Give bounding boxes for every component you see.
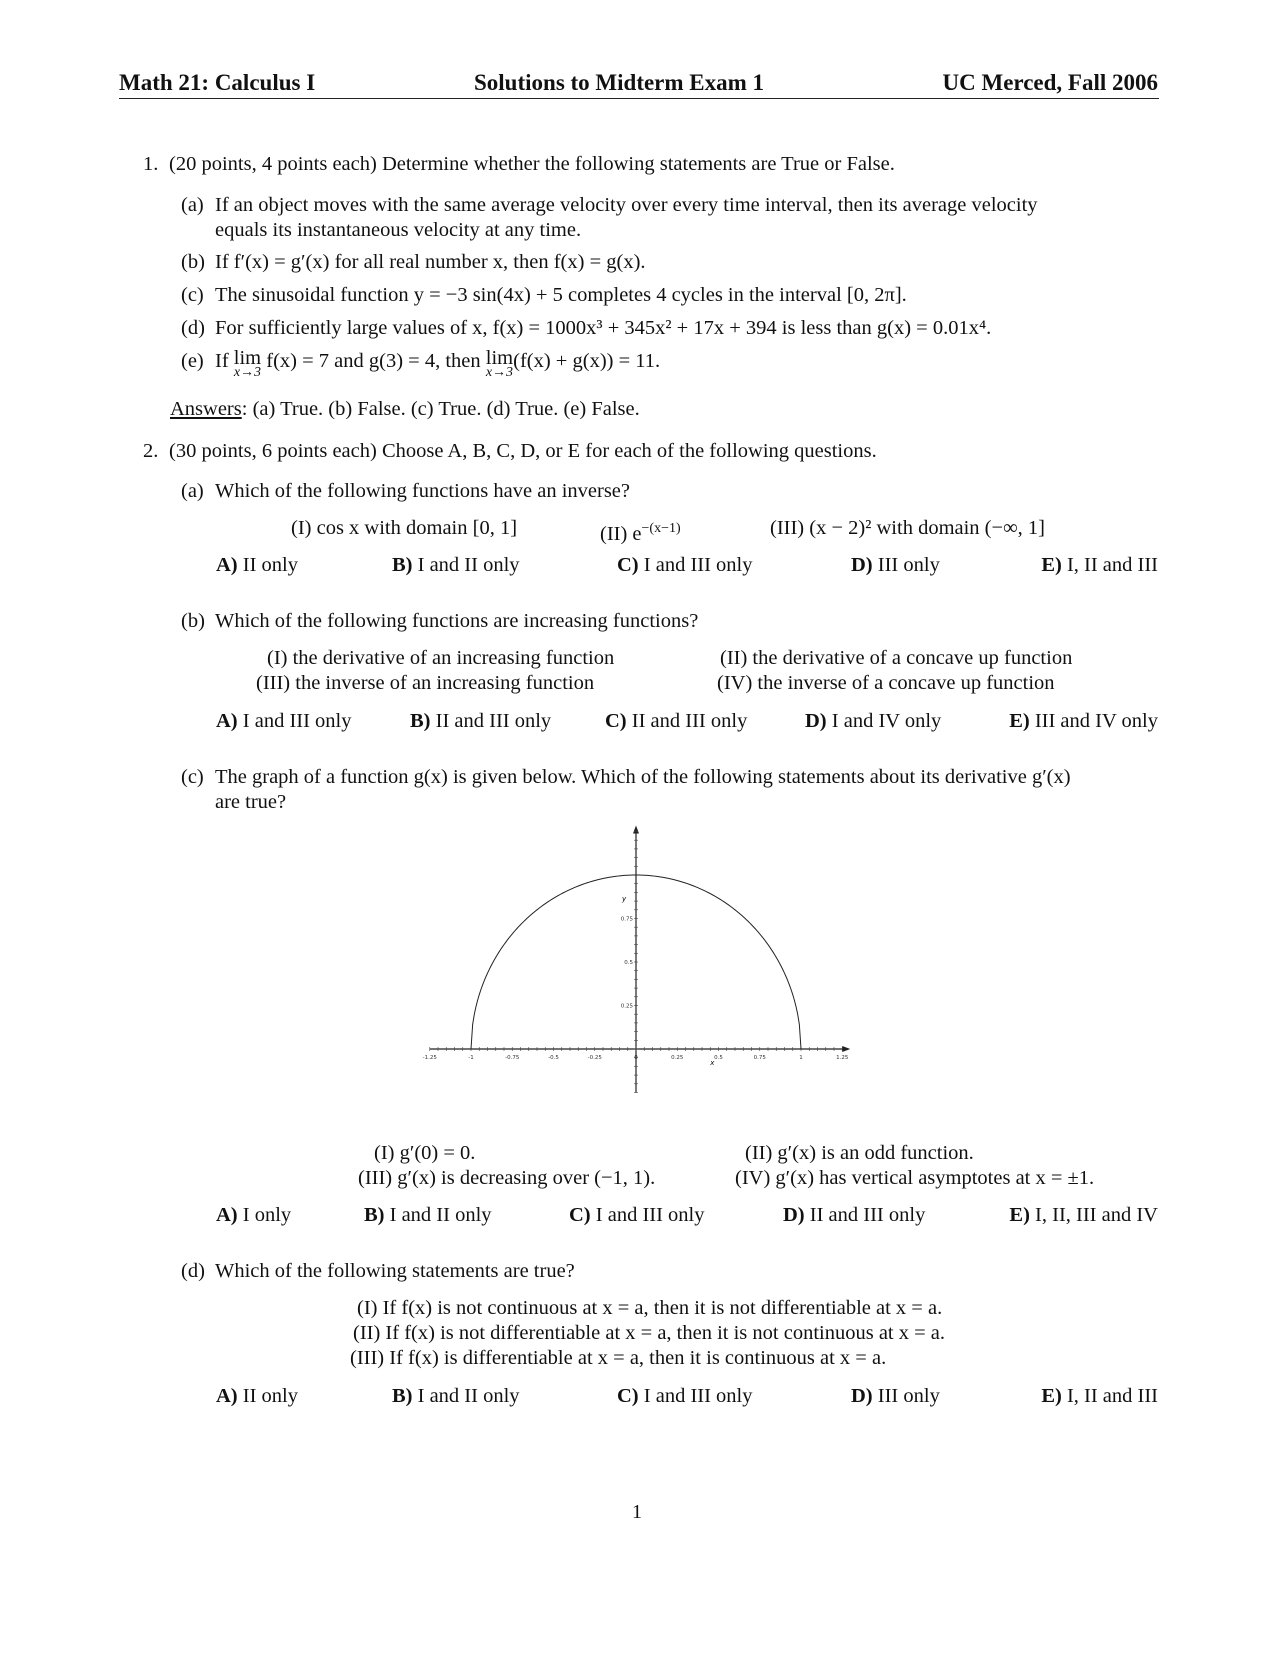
q2d-item-1: (I) If f(x) is not continuous at x = a, then it is not differentiable at x = a.: [357, 1297, 943, 1319]
document-title: Solutions to Midterm Exam 1: [474, 70, 765, 95]
page-number: 1: [632, 1501, 642, 1523]
q2b-label: (b): [181, 610, 205, 632]
graph-axes: [430, 826, 851, 1093]
q2b-item-1: (I) the derivative of an increasing function: [267, 647, 615, 669]
y-tick-label: 0.25: [620, 1003, 633, 1010]
q1a-line1: If an object moves with the same average velocity over every time interval, then its average velocity: [215, 194, 1038, 216]
q2-intro: (30 points, 6 points each) Choose A, B, C, D, or E for each of the following questions.: [169, 440, 877, 462]
q2c-item-2: (II) g′(x) is an odd function.: [745, 1142, 974, 1164]
y-tick-label: 0.75: [620, 916, 633, 923]
q1e-mid: f(x) = 7 and g(3) = 4, then: [266, 350, 481, 372]
answers-text: : (a) True. (b) False. (c) True. (d) True. (e) False.: [241, 398, 640, 420]
x-tick-label: 1.25: [836, 1055, 849, 1061]
q1-number: 1.: [143, 153, 159, 175]
x-tick-label: 0.75: [753, 1055, 766, 1061]
q2d-label: (d): [181, 1260, 205, 1282]
q2a-label: (a): [181, 480, 204, 502]
q2c-choice-a: A) I only: [216, 1204, 292, 1226]
x-tick-label: -0.75: [505, 1055, 520, 1061]
q2b-item-4: (IV) the inverse of a concave up function: [717, 672, 1055, 694]
y-axis-arrow: [633, 826, 639, 834]
q1-answers: [170, 397, 640, 422]
q2a-item-2: (II) $e^{-(x-1)}$: [600, 521, 681, 545]
q2c-item-1: (I) g′(0) = 0.: [374, 1142, 476, 1164]
q2c-choice-c: C) I and III only: [569, 1204, 705, 1226]
x-tick-label: -1.25: [422, 1055, 437, 1061]
q1e-post: (f(x) + g(x)) = 11.: [513, 350, 661, 372]
q1-intro: (20 points, 4 points each) Determine whether the following statements are True or False.: [169, 153, 895, 175]
answers-label: Answers: [170, 398, 242, 420]
q2d-item-2: (II) If f(x) is not differentiable at x = a, then it is not continuous at x = a.: [353, 1322, 946, 1344]
q1b-text: If f′(x) = g′(x) for all real number x, then f(x) = g(x).: [215, 251, 646, 273]
x-tick-label: -0.25: [587, 1055, 602, 1061]
q2d-choice-c: C) I and III only: [617, 1385, 753, 1407]
q2a-item-3: (III) (x − 2)² with domain (−∞, 1]: [770, 517, 1046, 539]
q2c-line2: are true?: [215, 791, 287, 813]
q2d-question: Which of the following statements are true?: [215, 1260, 575, 1282]
q2a-choice-b: B) I and II only: [392, 554, 520, 576]
q1b-label: (b): [181, 251, 205, 273]
q2b-item-3: (III) the inverse of an increasing function: [256, 672, 595, 694]
graph-y-ticks: [621, 917, 634, 1010]
graph-x-label: x: [710, 1059, 715, 1067]
q2c-choice-e: E) I, II, III and IV: [1009, 1204, 1158, 1226]
q2a-choice-e: E) I, II and III: [1041, 554, 1158, 576]
q2b-choice-e: E) III and IV only: [1009, 710, 1158, 732]
graph-x-ticks: [423, 1055, 849, 1061]
q2b-item-2: (II) the derivative of a concave up function: [720, 647, 1073, 669]
q1d-label: (d): [181, 317, 205, 339]
q1e-label: (e): [181, 350, 204, 372]
q1d-text: For sufficiently large values of x, f(x) = 1000x³ + 345x² + 17x + 394 is less than g(x) = 0.01x⁴.: [215, 317, 992, 339]
q2b-choice-d: D) I and IV only: [805, 710, 942, 732]
x-tick-label: 0: [634, 1055, 638, 1061]
x-axis-arrow: [842, 1046, 850, 1052]
q2d-choice-d: D) III only: [851, 1385, 940, 1407]
header-rule: [119, 98, 1159, 99]
term-label: UC Merced, Fall 2006: [942, 70, 1158, 95]
q2d-choice-e: E) I, II and III: [1041, 1385, 1158, 1407]
x-tick-label: -0.5: [548, 1055, 559, 1061]
q1e-limit-1: lim x→3: [233, 347, 262, 380]
y-tick-label: 0.5: [624, 960, 633, 966]
q2c-label: (c): [181, 766, 204, 788]
q2c-line1: The graph of a function g(x) is given below. Which of the following statements about its derivative g′(x): [215, 766, 1071, 788]
q1e-pre: If: [215, 350, 229, 372]
q1e-text: [215, 349, 660, 379]
q1a-line2: equals its instantaneous velocity at any time.: [215, 219, 582, 241]
q2c-choice-d: D) II and III only: [783, 1204, 926, 1226]
q2a-choice-a: A) II only: [216, 554, 298, 576]
q2d-choice-b: B) I and II only: [392, 1385, 520, 1407]
course-title: Math 21: Calculus I: [119, 70, 316, 95]
q2d-choice-a: A) II only: [216, 1385, 298, 1407]
q1a-label: (a): [181, 194, 204, 216]
q2c-item-4: (IV) g′(x) has vertical asymptotes at x = ±1.: [735, 1167, 1095, 1189]
q2b-choice-c: C) II and III only: [605, 710, 748, 732]
q2-number: 2.: [143, 440, 159, 462]
q2b-question: Which of the following functions are increasing functions?: [215, 610, 699, 632]
q2a-choice-d: D) III only: [851, 554, 940, 576]
q1e-limit-2: lim x→3: [485, 347, 514, 380]
x-tick-label: -1: [468, 1055, 474, 1061]
q2a-choice-c: C) I and III only: [617, 554, 753, 576]
semicircle-graph: [420, 825, 860, 1100]
graph-y-label: y: [622, 895, 627, 904]
q1c-label: (c): [181, 284, 204, 306]
q2c-item-3: (III) g′(x) is decreasing over (−1, 1).: [358, 1167, 656, 1189]
x-tick-label: 0.25: [671, 1055, 684, 1061]
q2a-item-1: (I) cos x with domain [0, 1]: [291, 517, 518, 539]
q2b-choice-a: A) I and III only: [216, 710, 352, 732]
x-tick-label: 1: [799, 1055, 803, 1061]
x-tick-label: 0.5: [714, 1055, 723, 1061]
q2a-question: Which of the following functions have an inverse?: [215, 480, 630, 502]
q2b-choice-b: B) II and III only: [410, 710, 552, 732]
q2c-choice-b: B) I and II only: [364, 1204, 492, 1226]
q1c-text: The sinusoidal function y = −3 sin(4x) + 5 completes 4 cycles in the interval [0, 2π].: [215, 284, 907, 306]
q2d-item-3: (III) If f(x) is differentiable at x = a, then it is continuous at x = a.: [350, 1347, 887, 1369]
